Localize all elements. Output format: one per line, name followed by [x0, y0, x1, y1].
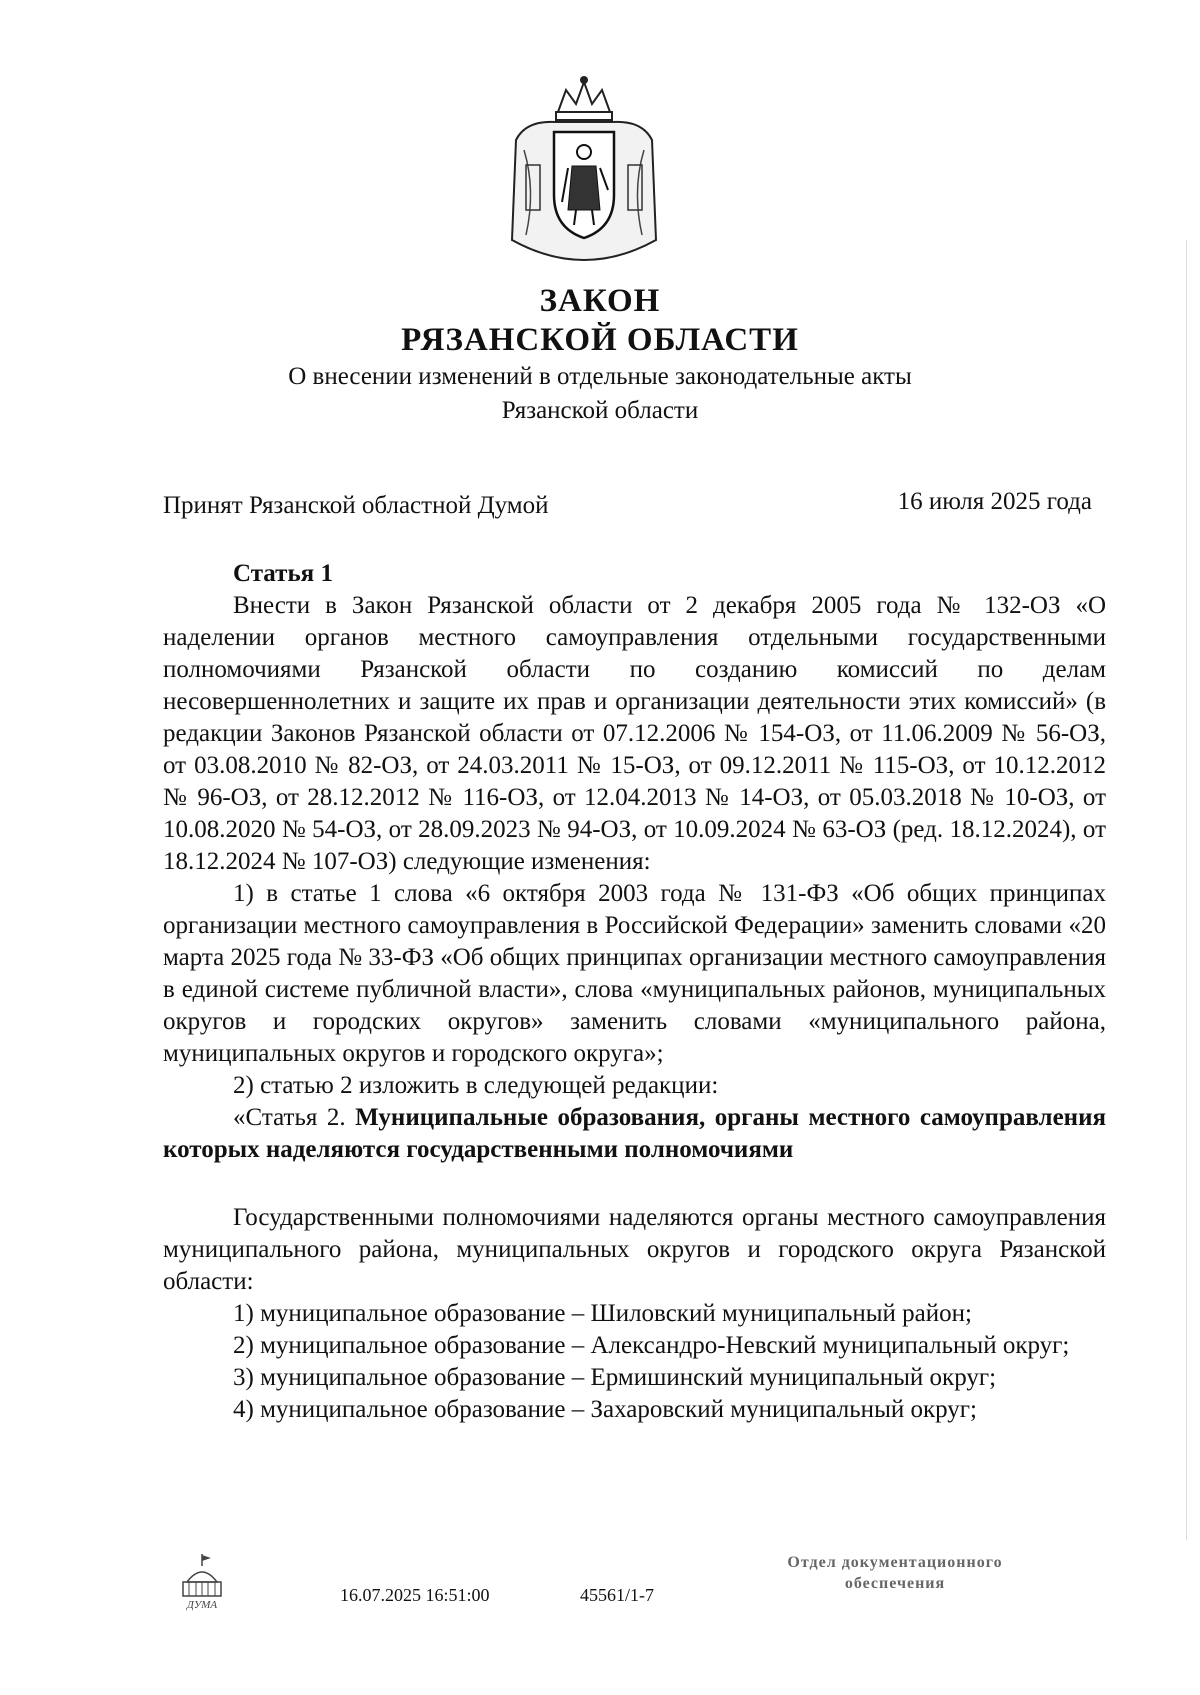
article-heading: Статья 1	[233, 560, 333, 587]
amendment-item-2: 2) статью 2 изложить в следующей редакции:	[233, 1072, 719, 1099]
quoted-article-heading	[163, 1102, 1106, 1166]
footer-doc-code: 45561/1-7	[580, 1585, 654, 1605]
subtitle-line-2: Рязанской области	[501, 397, 699, 424]
list-item: 2) муниципальное образование – Александро-Невский муниципальный округ;	[233, 1332, 1070, 1359]
quoted-article-body: Государственными полномочиями наделяются органы местного самоуправления муниципального района, муниципальных округов и городского округа Рязанской области:	[163, 1204, 1106, 1295]
amendment-item-1: 1) в статье 1 слова «6 октября 2003 года № 131-ФЗ «Об общих принципах организации местного самоуправления в Российской Федерации» заменить словами «20 марта 2025 года № 33-ФЗ «Об общих принципах организации местного самоуправления в единой системе публичной власти», слова «муниципальных районов, муниципальных округов и городских округов» заменить словами «муниципального района, муниципальных округов и городского округа»;	[163, 880, 1106, 1067]
list-item: 4) муниципальное образование – Захаровский муниципальный округ;	[233, 1396, 978, 1423]
subtitle-line-1: О внесении изменений в отдельные законодательные акты	[288, 363, 912, 390]
law-body	[163, 558, 1106, 1426]
logo-text: ДУМА	[186, 1599, 218, 1611]
adoption-text: Принят Рязанской областной Думой	[163, 492, 549, 519]
article-intro: Внести в Закон Рязанской области от 2 декабря 2005 года № 132-ОЗ «О наделении органов местного самоуправления отдельными государственными полномочиями Рязанской области по созданию комиссий по делам несовершеннолетних и защите их прав и организации деятельности этих комиссий» (в редакции Законов Рязанской области от 07.12.2006 № 154-ОЗ, от 11.06.2009 № 56-ОЗ, от 03.08.2010 № 82-ОЗ, от 24.03.2011 № 15-ОЗ, от 09.12.2011 № 115-ОЗ, от 10.12.2012 № 96-ОЗ, от 28.12.2012 № 116-ОЗ, от 12.04.2013 № 14-ОЗ, от 05.03.2018 № 10-ОЗ, от 10.08.2020 № 54-ОЗ, от 28.09.2023 № 94-ОЗ, от 10.09.2024 № 63-ОЗ (ред. 18.12.2024), от 18.12.2024 № 107-ОЗ) следующие изменения:	[163, 592, 1106, 875]
law-title: ЗАКОН	[539, 283, 661, 319]
stamp-line-1: Отдел документационного	[787, 1554, 1003, 1571]
duma-logo-icon	[175, 1552, 229, 1614]
stamp-line-2: обеспечения	[844, 1575, 946, 1592]
list-item: 3) муниципальное образование – Ермишинский муниципальный округ;	[233, 1364, 997, 1391]
adoption-date: 16 июля 2025 года	[897, 488, 1092, 515]
quoted-article-title: Муниципальные образования, органы местного самоуправления которых наделяются государственными полномочиями	[163, 1104, 1106, 1163]
law-subtitle	[250, 360, 950, 428]
scan-edge-divider	[1186, 240, 1187, 1540]
coat-of-arms-emblem	[496, 70, 671, 270]
department-stamp	[750, 1552, 1040, 1594]
spacer	[163, 1166, 1106, 1202]
list-item: 1) муниципальное образование – Шиловский муниципальный район;	[233, 1300, 972, 1327]
footer-timestamp: 16.07.2025 16:51:00	[340, 1585, 490, 1605]
quoted-article-number: «Статья 2.	[233, 1104, 346, 1131]
region-title: РЯЗАНСКОЙ ОБЛАСТИ	[401, 322, 799, 358]
